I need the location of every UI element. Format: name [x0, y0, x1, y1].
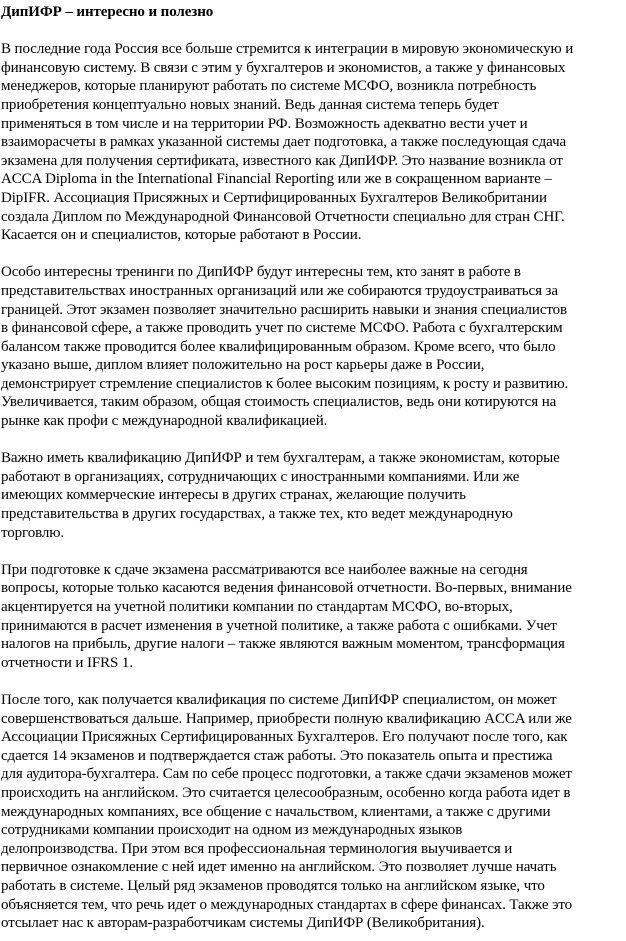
article-paragraph: Особо интересны тренинги по ДипИФР будут интересны тем, кто занят в работе в представительствах иностранных организаций или же собираются трудоустраиваться за границей. Этот экзамен позволяет значительно расширить навыки и знания специалистов в финансовой сфере, а также проводить учет по системе МСФО. Работа с бухгалтерским балансом также проводится более квалифицированным образом. Кроме всего, что было указано выше, диплом влияет положительно на рост карьеры даже в России, демонстрирует стремление специалистов к более высоким позициям, к росту и развитию. Увеличивается, таким образом, общая стоимость специалистов, ведь они котируются на рынке как профи с международной квалификацией.	[1, 264, 569, 430]
article-paragraph: Важно иметь квалификацию ДипИФР и тем бухгалтерам, а также экономистам, которые работают в организациях, сотрудничающих с иностранными компаниями. Или же имеющих коммерческие интересы в других странах, желающие получить представительства в других государствах, а также тех, кто ведет международную торговлю.	[1, 450, 560, 541]
article-paragraph: В последние года Россия все больше стремится к интеграции в мировую экономическую и финансовую систему. В связи с этим у бухгалтеров и экономистов, а также у финансовых менеджеров, которые планируют работать по системе МСФО, возникла потребность приобретения концептуально новых знаний. Ведь данная система теперь будет применяться в том числе и на территории РФ. Возможность адекватно вести учет и взаиморасчеты в рамках указанной системы дает подготовка, а также последующая сдача экзамена для получения сертификата, известного как ДипИФР. Это название возникла от ACCA Diploma in the International Financial Reporting или же в сокращенном варианте – DipIFR. Ассоциация Присяжных и Сертифицированных Бухгалтеров Великобритании создала Диплом по Международной Финансовой Отчетности специально для стран СНГ. Касается он и специалистов, которые работают в России.	[1, 41, 574, 244]
article-title: ДипИФР – интересно и полезно	[1, 4, 214, 20]
article-paragraph: При подготовке к сдаче экзамена рассматриваются все наиболее важные на сегодня вопросы, которые только касаются ведения финансовой отчетности. Во-первых, внимание акцентируется на учетной политики компании по стандартам МСФО, во-вторых, принимаются в расчет изменения в учетной политике, а также работа с ошибками. Учет налогов на прибыль, другие налоги – также являются важным моментом, трансформация отчетности и IFRS 1.	[1, 561, 572, 671]
article-paragraph: После того, как получается квалификация по системе ДипИФР специалистом, он может совершенствоваться дальше. Например, приобрести полную квалификацию ACCA или же Ассоциации Присяжных Сертифицированных Бухгалтеров. Его получают после того, как сдается 14 экзаменов и подтверждается стаж работы. Это показатель опыта и престижа для аудитора-бухгалтера. Сам по себе процесс подготовки, а также сдачи экзаменов может происходить на английском. Это считается целесообразным, особенно когда работа идет в международных компаниях, все общение с начальством, клиентами, а также с другими сотрудниками компании происходит на одном из международных языков делопроизводства. При этом вся профессиональная терминология выучивается и первичное ознакомление с ней идет именно на английском. Это позволяет лучше начать работать в системе. Целый ряд экзаменов проводятся только на английском языке, что объясняется тем, что речь идет о международных стандартах в сфере финансах. Также это отсылает нас к авторам-разработчикам системы ДипИФР (Великобритания).	[1, 691, 573, 932]
